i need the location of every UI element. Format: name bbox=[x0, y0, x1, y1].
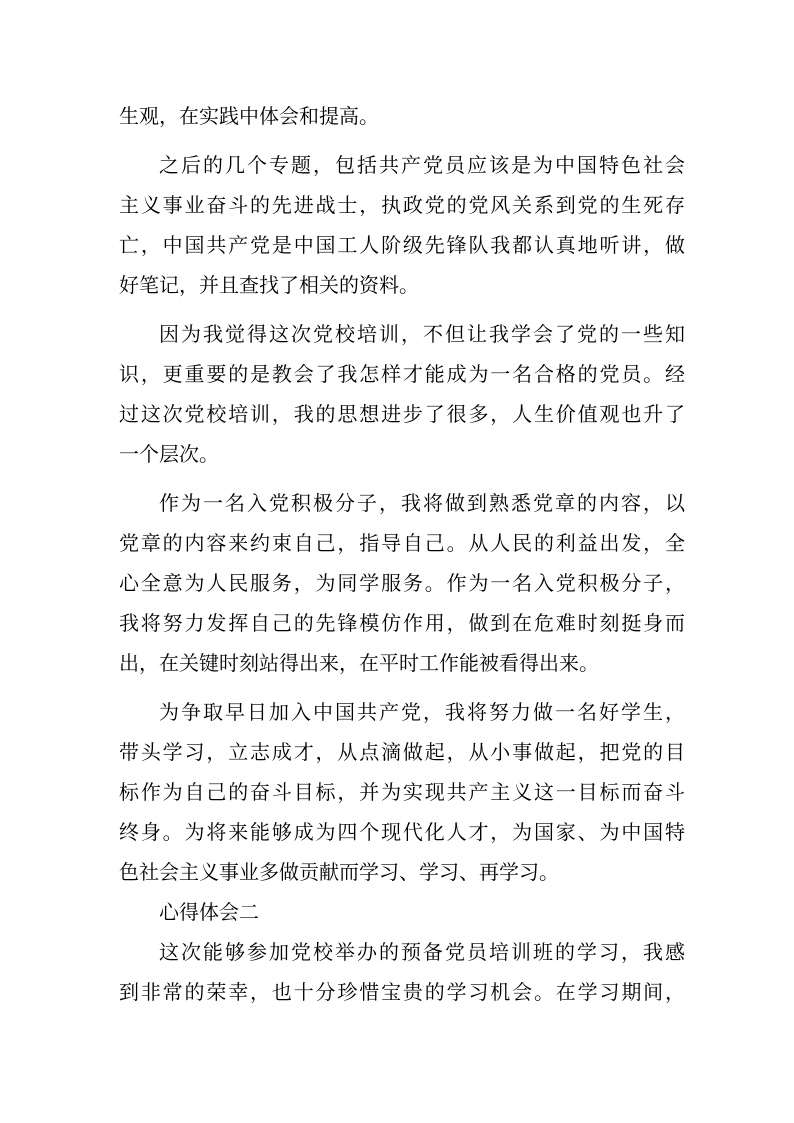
text-line: 因为我觉得这次党校培训，不但让我学会了党的一些知 bbox=[159, 322, 685, 346]
text-line: 这次能够参加党校举办的预备党员培训班的学习，我感 bbox=[159, 940, 685, 964]
paragraph-5 bbox=[119, 692, 685, 892]
text-line: 一个层次。 bbox=[119, 442, 219, 466]
text-line: 带头学习，立志成才，从点滴做起，从小事做起，把党的目 bbox=[119, 740, 685, 764]
text-line: 色社会主义事业多做贡献而学习、学习、再学习。 bbox=[119, 860, 559, 884]
section-heading bbox=[119, 892, 685, 932]
text-line: 到非常的荣幸，也十分珍惜宝贵的学习机会。在学习期间， bbox=[119, 980, 685, 1004]
text-line: 之后的几个专题，包括共产党员应该是为中国特色社会 bbox=[159, 153, 685, 177]
text-line: 作为一名入党积极分子，我将做到熟悉党章的内容，以 bbox=[159, 491, 685, 515]
text-line: 识，更重要的是教会了我怎样才能成为一名合格的党员。经 bbox=[119, 362, 685, 386]
paragraph-7 bbox=[119, 932, 685, 1012]
text-line: 标作为自己的奋斗目标，并为实现共产主义这一目标而奋斗 bbox=[119, 780, 685, 804]
paragraph-3 bbox=[119, 314, 685, 474]
text-line: 党章的内容来约束自己，指导自己。从人民的利益出发，全 bbox=[119, 531, 685, 555]
text-line: 主义事业奋斗的先进战士，执政党的党风关系到党的生死存 bbox=[119, 193, 685, 217]
text-line: 亡，中国共产党是中国工人阶级先锋队我都认真地听讲，做 bbox=[119, 233, 685, 257]
text-line: 过这次党校培训，我的思想进步了很多，人生价值观也升了 bbox=[119, 402, 685, 426]
text-line: 好笔记，并且查找了相关的资料。 bbox=[119, 273, 419, 297]
document-body bbox=[119, 96, 685, 1012]
text-line: 为争取早日加入中国共产党，我将努力做一名好学生， bbox=[159, 700, 685, 724]
text-line: 生观，在实践中体会和提高。 bbox=[119, 104, 379, 128]
text-line: 心全意为人民服务，为同学服务。作为一名入党积极分子， bbox=[119, 571, 685, 595]
paragraph-4 bbox=[119, 483, 685, 683]
text-line: 终身。为将来能够成为四个现代化人才，为国家、为中国特 bbox=[119, 820, 685, 844]
text-line: 出，在关键时刻站得出来，在平时工作能被看得出来。 bbox=[119, 651, 599, 675]
paragraph-1 bbox=[119, 96, 685, 136]
paragraph-2 bbox=[119, 145, 685, 305]
heading-text: 心得体会二 bbox=[159, 900, 259, 924]
text-line: 我将努力发挥自己的先锋模仿作用，做到在危难时刻挺身而 bbox=[119, 611, 685, 635]
